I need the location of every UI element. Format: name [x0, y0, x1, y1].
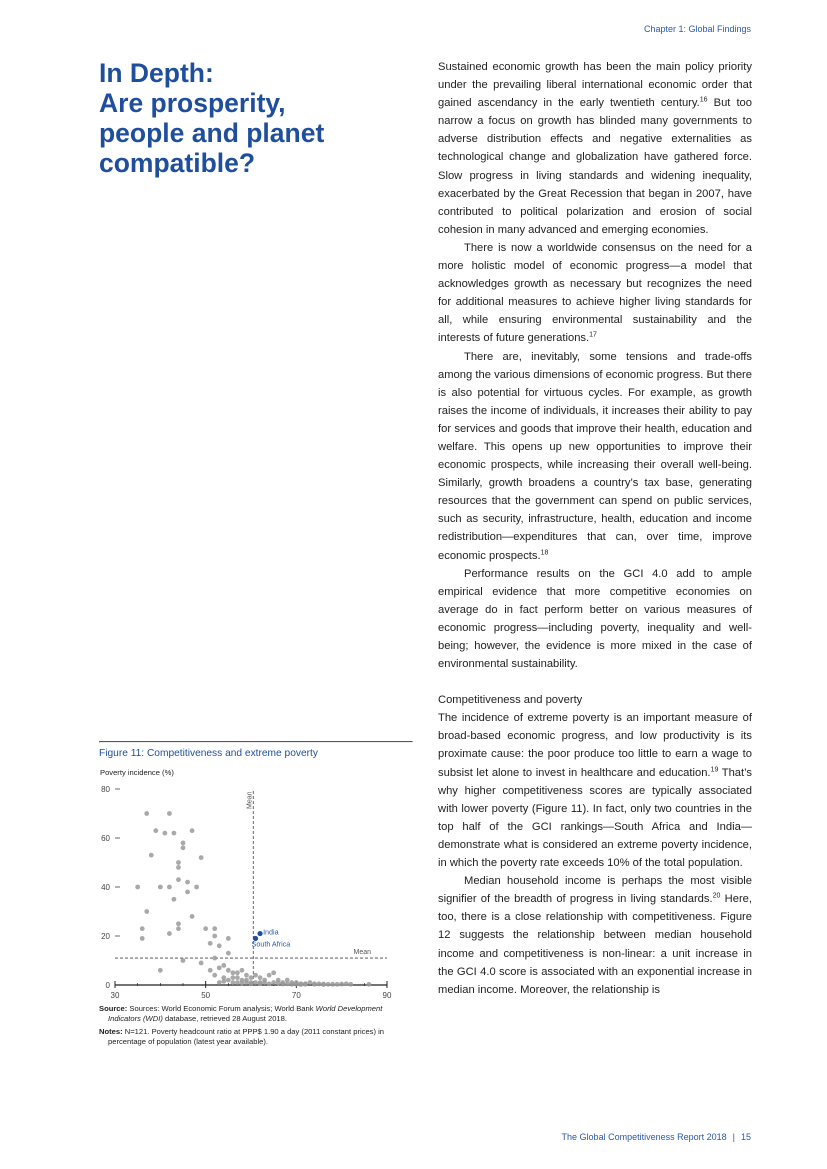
data-point [321, 982, 326, 987]
data-point [144, 811, 149, 816]
y-tick-label: 80 [101, 785, 110, 794]
data-point [249, 975, 254, 980]
paragraph [438, 348, 752, 565]
data-point [366, 982, 371, 987]
data-point [144, 909, 149, 914]
data-point [217, 980, 222, 985]
paragraph [438, 58, 752, 239]
mean-horizontal-label: Mean [353, 949, 371, 957]
text: Here, too, there is a close relationship with competitiveness. Figure 12 suggests the relationship between median household income and competitiveness is non-linear: a unit increase in the GCI 4.0 score is associated with an exponential increase in median income. Moreover, the relationship is [438, 893, 753, 996]
data-point [339, 982, 344, 987]
data-point [185, 890, 190, 895]
text: That’s why higher competitiveness scores are typically associated with lower poverty (Figure 11). In fact, only two countries in the top half of the GCI rankings—South Africa and India—demonstrate what is considered an extreme poverty incidence, in which the poverty rate exceeds 10% of the total population. [438, 766, 752, 870]
data-point [149, 853, 154, 858]
data-point [199, 855, 204, 860]
data-point [176, 865, 181, 870]
paragraph [438, 709, 752, 872]
data-point [212, 956, 217, 961]
data-point [230, 980, 235, 985]
footnote-ref: 16 [699, 96, 708, 104]
data-point [244, 973, 249, 978]
data-point [330, 982, 335, 987]
y-tick-label: 40 [101, 883, 110, 892]
data-point [176, 921, 181, 926]
data-point [285, 981, 290, 986]
data-point [348, 982, 353, 987]
figure-notes [99, 1027, 413, 1047]
data-point [312, 982, 317, 987]
data-point [158, 968, 163, 973]
figure-title: Figure 11: Competitiveness and extreme poverty [99, 748, 318, 759]
data-point [226, 936, 231, 941]
data-point [276, 981, 281, 986]
text: There is now a worldwide consensus on the need for a more holistic model of economic progress—a model that acknowledges growth as necessary but recognizes the need for additional measures to achieve higher living standards for all, while ensuring environmental sustainability and the interests of future generations. [438, 241, 752, 345]
data-point [226, 978, 231, 983]
data-point [271, 970, 276, 975]
data-point [253, 980, 258, 985]
data-point [298, 982, 303, 987]
data-point [135, 885, 140, 890]
data-point [212, 926, 217, 931]
data-point [230, 975, 235, 980]
data-point [199, 961, 204, 966]
x-tick-label: 90 [382, 991, 392, 998]
data-point [221, 963, 226, 968]
data-point [181, 845, 186, 850]
data-point [344, 981, 349, 986]
scatter-chart [99, 763, 413, 998]
y-tick-label: 0 [105, 981, 110, 990]
data-point [226, 968, 231, 973]
data-point [172, 831, 177, 836]
data-point [240, 968, 245, 973]
data-point [249, 981, 254, 986]
x-tick-label: 50 [201, 991, 211, 998]
data-point [240, 981, 245, 986]
notes-label: Notes: [99, 1027, 123, 1036]
data-point [244, 980, 249, 985]
data-point [212, 934, 217, 939]
data-point [267, 981, 272, 986]
data-point [226, 951, 231, 956]
data-point [235, 975, 240, 980]
source-italic: World Development Indicators (WDI) [108, 1004, 383, 1023]
text: Performance results on the GCI 4.0 add to ample empirical evidence that more competitive economies on average do in fact perform better on various measures of economic progress—including poverty, inequality and well-being; however, the evidence is more mixed in the case of environmental sustainability. [438, 567, 752, 671]
footer-separator: | [732, 1132, 735, 1142]
paragraph [438, 872, 752, 999]
data-point [190, 914, 195, 919]
footnote-ref: 20 [712, 892, 721, 900]
data-point [176, 877, 181, 882]
footnote-ref: 18 [540, 548, 549, 556]
data-point [194, 885, 199, 890]
data-point [181, 841, 186, 846]
y-tick-label: 20 [101, 932, 110, 941]
data-point [326, 982, 331, 987]
title-line: people and planet [99, 118, 325, 148]
data-point [167, 885, 172, 890]
body-column [438, 58, 752, 999]
text: There are, inevitably, some tensions and trade-offs among the various dimensions of economic progress. But there is also potential for virtuous cycles. For example, as growth raises the income of individuals, it increases their ability to pay for services and goods that improve their health, education and welfare. This opens up new opportunities to improve their economic prospects, while increasing their overall well-being. Similarly, growth broadens a country’s tax base, generating resources that the government can spend on public services, such as security, infrastructure, health, education and income redistribution—expenditures that can, over time, improve economic prospects. [438, 350, 752, 562]
paragraph [438, 239, 752, 348]
data-point [303, 982, 308, 987]
x-tick-label: 30 [110, 991, 120, 998]
text: Median household income is perhaps the most visible signifier of the breadth of progress in living standards. [438, 875, 752, 906]
data-point [176, 926, 181, 931]
data-point [140, 926, 145, 931]
data-point [158, 885, 163, 890]
data-point [185, 880, 190, 885]
data-point [335, 982, 340, 987]
text: The incidence of extreme poverty is an important measure of broad-based economic progress, and low productivity is its proximate cause: the poor produce too little to earn a wage to subsist let alone to invest in healthcare and education. [438, 712, 752, 779]
data-point [308, 980, 313, 985]
data-point [140, 936, 145, 941]
page-footer [562, 1132, 751, 1142]
data-point [271, 980, 276, 985]
highlight-label: South Africa [251, 939, 291, 949]
highlight-label: India [263, 927, 279, 937]
data-point [221, 979, 226, 984]
source-text: database, retrieved 28 August 2018. [162, 1014, 287, 1023]
data-point [289, 982, 294, 987]
data-point [217, 965, 222, 970]
chapter-header: Chapter 1: Global Findings [643, 24, 751, 34]
figure-rule [99, 741, 413, 743]
data-point [203, 926, 208, 931]
data-point [167, 811, 172, 816]
data-point [235, 980, 240, 985]
title-line: Are prosperity, [99, 88, 286, 118]
data-point [217, 943, 222, 948]
title-line: compatible? [99, 148, 256, 178]
source-text: Sources: World Economic Forum analysis; World Bank [129, 1004, 316, 1013]
report-name: The Global Competitiveness Report 2018 [561, 1132, 727, 1142]
y-axis-label: Poverty incidence (%) [100, 768, 174, 777]
data-point [262, 980, 267, 985]
data-point [190, 828, 195, 833]
data-point [208, 941, 213, 946]
data-point [294, 982, 299, 987]
mean-vertical-label: Mean [246, 791, 254, 809]
y-tick-label: 60 [101, 834, 110, 843]
text: But too narrow a focus on growth has blinded many governments to adverse distribution effects and negative externalities as technological change and globalization have gathered force. Slow progress in living standards and widening inequality, exacerbated by the Great Recession that began in 2007, have contributed to political polarization and erosion of social cohesion in many advanced and emerging economies. [438, 97, 752, 236]
data-point [230, 970, 235, 975]
notes-text: N=121. Poverty headcount ratio at PPP$ 1.90 a day (2011 constant prices) in percentage of population (latest year available). [108, 1027, 385, 1046]
data-point [280, 982, 285, 987]
x-tick-label: 70 [291, 991, 301, 998]
figure-11 [99, 741, 413, 1047]
data-point [162, 831, 167, 836]
data-point [172, 897, 177, 902]
source-label: Source: [99, 1004, 128, 1013]
data-point [212, 973, 217, 978]
footnote-ref: 17 [589, 331, 597, 339]
data-point [317, 981, 322, 986]
footnote-ref: 19 [710, 765, 719, 773]
page-title [99, 58, 399, 178]
data-point [208, 968, 213, 973]
page-number: 15 [740, 1132, 751, 1142]
data-point [253, 973, 258, 978]
paragraph [438, 565, 752, 674]
highlight-point [257, 931, 262, 936]
data-point [235, 970, 240, 975]
data-point [258, 981, 263, 986]
text: Sustained economic growth has been the main policy priority under the prevailing liberal international economic order that gained ascendancy in the early twentieth century. [438, 61, 752, 110]
data-point [153, 828, 158, 833]
data-point [267, 973, 272, 978]
title-line: In Depth: [99, 58, 214, 88]
data-point [181, 958, 186, 963]
data-point [176, 860, 181, 865]
data-point [258, 975, 263, 980]
figure-source [99, 1004, 413, 1024]
section-subheading: Competitiveness and poverty [438, 694, 583, 707]
data-point [167, 931, 172, 936]
